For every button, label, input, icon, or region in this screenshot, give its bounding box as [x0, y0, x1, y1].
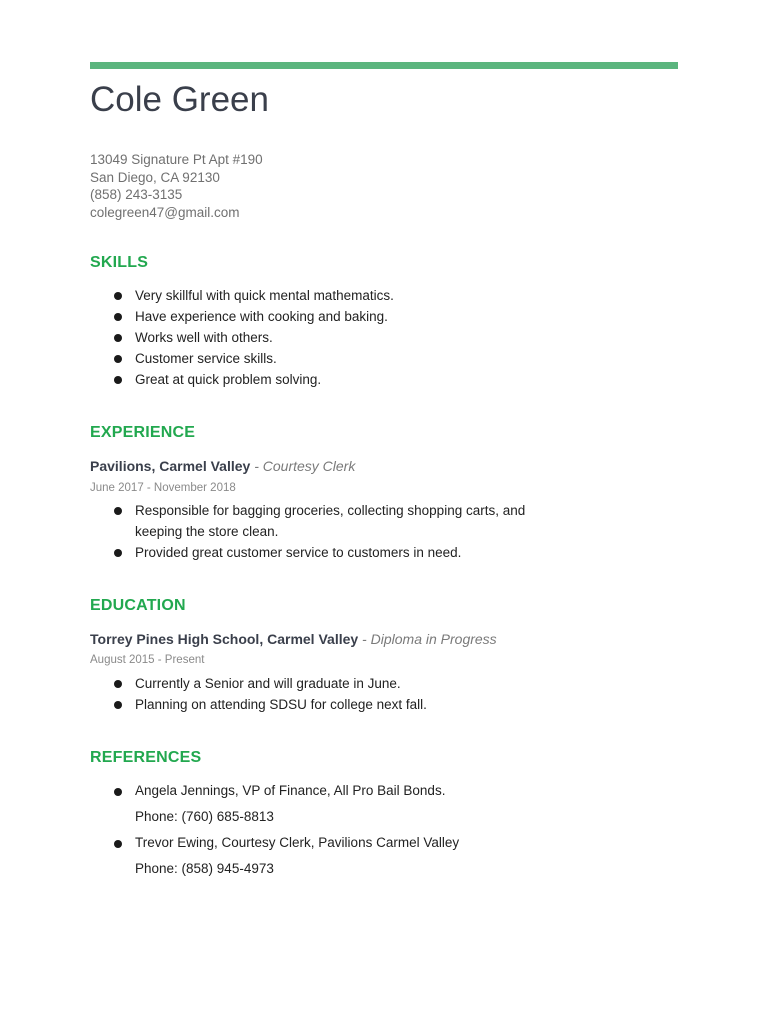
- reference-phone: Phone: (760) 685-8813: [135, 809, 274, 824]
- heading-separator: -: [250, 458, 263, 474]
- bullet-icon: [114, 376, 122, 384]
- degree-status: Diploma in Progress: [370, 631, 497, 647]
- header-accent-rule: [90, 62, 678, 69]
- bullet-icon: [114, 701, 122, 709]
- education-list: [90, 673, 427, 715]
- candidate-name: Cole Green: [90, 80, 269, 119]
- list-item: Great at quick problem solving.: [90, 369, 394, 390]
- bullet-icon: [114, 840, 122, 848]
- bullet-icon: [114, 313, 122, 321]
- school-dates: August 2015 - Present: [90, 654, 205, 666]
- section-title-experience: EXPERIENCE: [90, 424, 196, 441]
- bullet-icon: [114, 549, 122, 557]
- heading-separator: -: [358, 631, 371, 647]
- list-item: Responsible for bagging groceries, collecting shopping carts, and keeping the store clean.: [90, 500, 560, 542]
- experience-list: [90, 500, 560, 563]
- bullet-icon: [114, 355, 122, 363]
- job-heading: [90, 458, 355, 474]
- email-address: colegreen47@gmail.com: [90, 204, 240, 220]
- bullet-icon: [114, 507, 122, 515]
- section-title-education: EDUCATION: [90, 597, 186, 614]
- section-title-skills: SKILLS: [90, 254, 149, 271]
- address-line-2: San Diego, CA 92130: [90, 169, 220, 185]
- bullet-icon: [114, 788, 122, 796]
- school-name: Torrey Pines High School, Carmel Valley: [90, 631, 359, 647]
- list-item: Angela Jennings, VP of Finance, All Pro Bail Bonds. Phone: (760) 685-8813: [90, 778, 459, 830]
- phone-number: (858) 243-3135: [90, 187, 183, 202]
- address-line-1: 13049 Signature Pt Apt #190: [90, 152, 263, 167]
- contact-info: [90, 151, 263, 221]
- school-heading: [90, 631, 497, 647]
- job-dates: June 2017 - November 2018: [90, 482, 236, 494]
- list-item: Very skillful with quick mental mathematics.: [90, 285, 394, 306]
- skills-list: [90, 285, 394, 390]
- list-item: Currently a Senior and will graduate in June.: [90, 673, 427, 694]
- bullet-icon: [114, 680, 122, 688]
- list-item: Works well with others.: [90, 327, 394, 348]
- references-list: [90, 778, 459, 882]
- section-title-references: REFERENCES: [90, 749, 202, 766]
- job-role: Courtesy Clerk: [262, 458, 356, 474]
- bullet-icon: [114, 292, 122, 300]
- list-item: Planning on attending SDSU for college next fall.: [90, 694, 427, 715]
- list-item: Provided great customer service to customers in need.: [90, 542, 560, 563]
- employer-name: Pavilions, Carmel Valley: [90, 458, 251, 474]
- reference-phone: Phone: (858) 945-4973: [135, 861, 274, 876]
- bullet-icon: [114, 334, 122, 342]
- list-item: Customer service skills.: [90, 348, 394, 369]
- list-item: Have experience with cooking and baking.: [90, 306, 394, 327]
- list-item: Trevor Ewing, Courtesy Clerk, Pavilions Carmel Valley Phone: (858) 945-4973: [90, 830, 459, 882]
